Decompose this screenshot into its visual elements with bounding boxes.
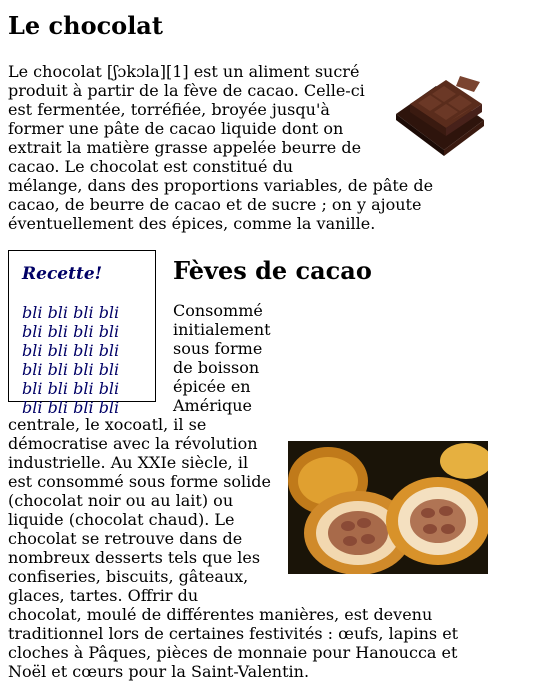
sidebar-title: Recette! <box>22 264 103 284</box>
page-title: Le chocolat <box>8 11 163 40</box>
chocolate-bar-image <box>388 76 488 158</box>
sidebar-body: bli bli bli bli bli bli bli bli bli bli bli bli bli bli bli bli bli bli bli bli bli bli bli bli <box>22 303 120 417</box>
recipe-sidebar <box>8 250 156 417</box>
cacao-paragraph: Consommé initialement sous forme de boisson épicée en Amérique centrale, le xocoatl, il se démocratise avec la révolution industrielle. Au XXIe siècle, il est consommé sous forme solide (chocolat noir ou au lait) ou liquide (chocolat chaud). Le chocolat se retrouve dans de nombreux desserts tels que les confiseries, biscuits, gâteaux, glaces, tartes. Offrir du chocolat, moulé de différentes manières, est devenu traditionnel lors de certaines festivités : œufs, lapins et cloches à Pâques, pièces de monnaie pour Hanoucca et Noël et cœurs pour la Saint-Valentin. <box>8 301 459 681</box>
intro-section <box>8 62 488 233</box>
cacao-pods-image <box>288 441 488 574</box>
section-heading: Fèves de cacao <box>173 256 372 285</box>
intro-paragraph: Le chocolat [ʃɔkɔla][1] est un aliment sucré produit à partir de la fève de cacao. Celle-ci est fermentée, torréfiée, broyée jusqu'à former une pâte de cacao liquide dont on extrait la matière grasse appelée beurre de cacao. Le chocolat est constitué du mélange, dans des proportions variables, de pâte de cacao, de beurre de cacao et de sucre ; on y ajoute éventuellement des épices, comme la vanille. <box>8 62 434 233</box>
